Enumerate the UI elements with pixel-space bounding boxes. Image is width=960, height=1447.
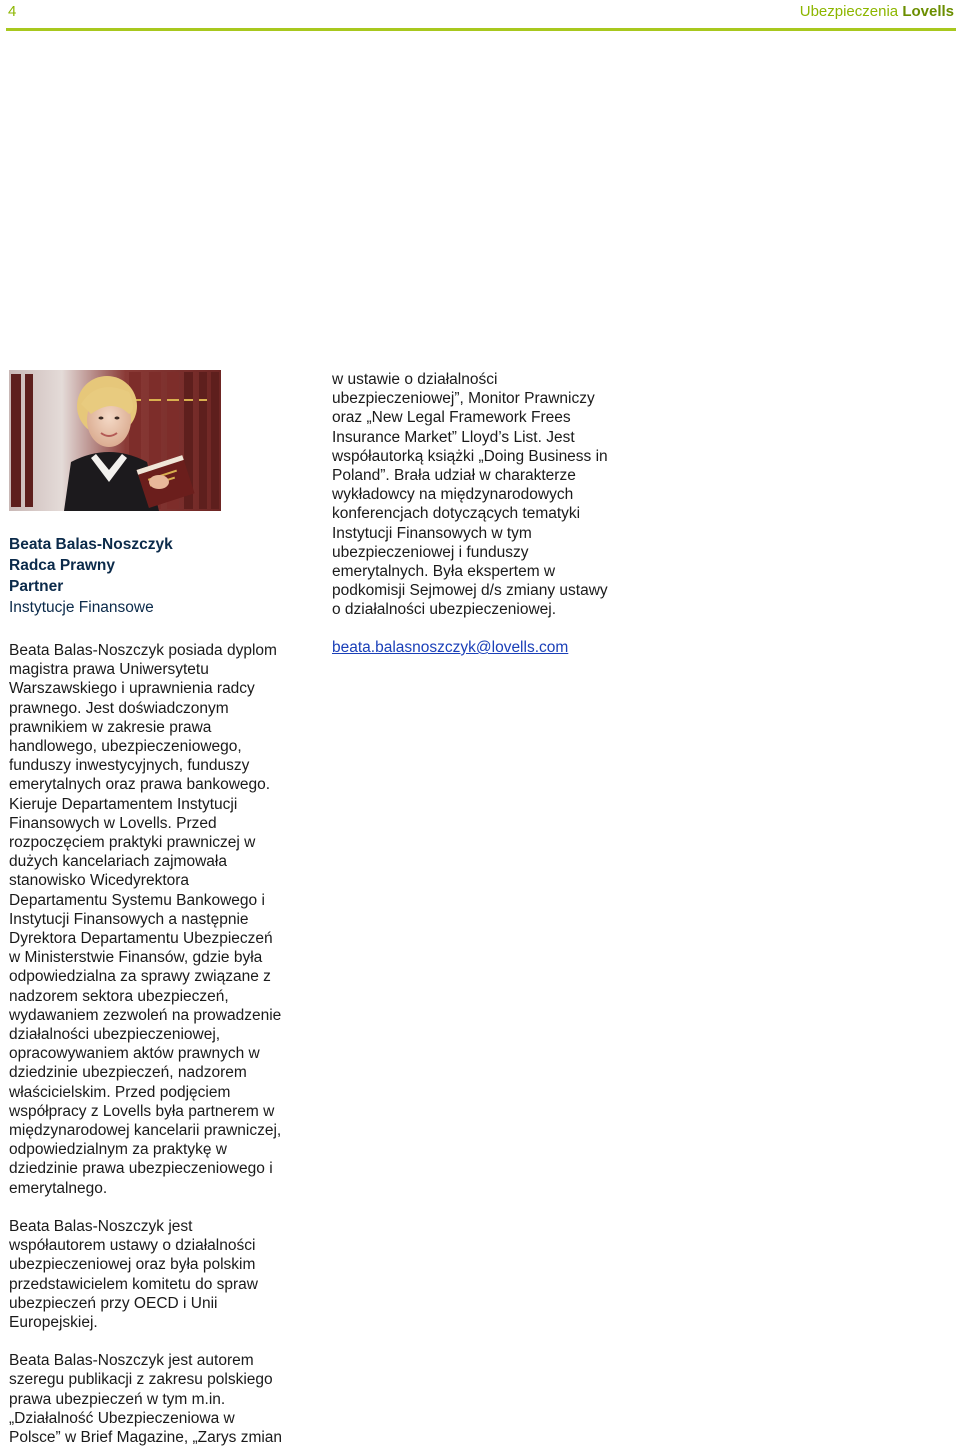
profile-department: Instytucje Finansowe — [9, 599, 154, 616]
profile-summary — [9, 534, 309, 618]
header-divider — [6, 28, 956, 31]
profile-name: Beata Balas-Noszczyk — [9, 536, 173, 553]
profile-title: Radca Prawny — [9, 557, 115, 574]
profile-position: Partner — [9, 578, 64, 595]
publication-title — [800, 3, 954, 20]
bio-left-column — [9, 641, 314, 1447]
bio-paragraph: Beata Balas-Noszczyk jest autorem szeregu publikacji z zakresu polskiego prawa ubezpieczeń w tym m.in. „Działalność Ubezpieczeniowa w Polsce” w Brief Magazine, „Zarys zmian — [9, 1352, 283, 1446]
bio-paragraph: Beata Balas-Noszczyk posiada dyplom magistra prawa Uniwersytetu Warszawskiego i uprawnienia radcy prawnego. Jest doświadczonym prawnikiem w zakresie prawa handlowego, ubezpieczeniowego, funduszy inwestycyjnych, funduszy emerytalnych oraz prawa bankowego. Kieruje Departamentem Instytucji Finansowych w Lovells. Przed rozpoczęciem praktyki prawniczej w dużych kancelariach zajmowała stanowisko Wicedyrektora Departamentu Systemu Bankowego i Instytucji Finansowych a następnie Dyrektora Departamentu Ubezpieczeń w Ministerstwie Finansów, gdzie była odpowiedzialna za sprawy związane z nadzorem sektora ubezpieczeń, wydawaniem zezwoleń na prowadzenie działalności ubezpieczeniowej, opracowywaniem aktów prawnych w dziedzinie ubezpieczeń, nadzorem właścicielskim. Przed podjęciem współpracy z Lovells była partnerem w międzynarodowej kancelarii prawniczej, odpowiedzialnym za praktykę w dziedzinie prawa ubezpieczeniowego i emerytalnego. — [9, 642, 282, 1197]
email-link[interactable]: beata.balasnoszczyk@lovells.com — [332, 639, 569, 656]
bio-paragraph: Beata Balas-Noszczyk jest współautorem ustawy o działalności ubezpieczeniowej oraz była polskim przedstawicielem komitetu do spraw ubezpieczeń przy OECD i Unii Europejskiej. — [9, 1217, 258, 1331]
publication-brand: Lovells — [902, 3, 954, 20]
page-header — [6, 0, 956, 30]
profile-photo — [9, 370, 221, 511]
publication-prefix: Ubezpieczenia — [799, 3, 899, 20]
bio-paragraph: w ustawie o działalności ubezpieczeniowej”, Monitor Prawniczy oraz „New Legal Framework Frees Insurance Market” Lloyd’s List. Jest współautorką książki „Doing Business in Poland”. Brała udział w charakterze wykładowcy na międzynarodowych konferencjach dotyczących tematyki Instytucji Finansowych w tym ubezpieczeniowej i funduszy emerytalnych. Była ekspertem w podkomisji Sejmowej d/s zmiany ustawy o działalności ubezpieczeniowej. — [332, 371, 608, 619]
page-number: 4 — [8, 3, 17, 20]
bio-right-column — [332, 370, 652, 620]
